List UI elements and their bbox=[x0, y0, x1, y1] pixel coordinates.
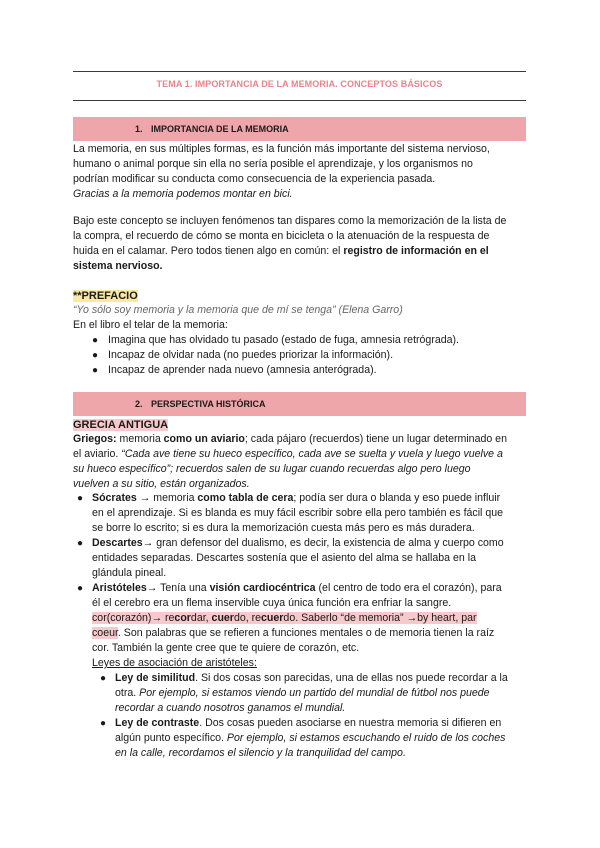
italic-span: “Cada ave tiene su hueco específico, cada ave se suelta y vuela y luego vuelve a bbox=[121, 448, 503, 460]
bullet-icon: ● bbox=[92, 350, 99, 361]
text-line bbox=[92, 581, 528, 596]
grecia-antigua-heading bbox=[73, 418, 168, 432]
text-line: cor. También la gente cree que te quiere de corazón, etc. bbox=[92, 642, 360, 654]
text-line bbox=[92, 626, 528, 641]
arrow-span: → bbox=[136, 492, 154, 504]
ley-contraste-item bbox=[115, 716, 528, 761]
text-span: (el centro de todo era el corazón), para bbox=[315, 582, 502, 594]
bold-span: Griegos: bbox=[73, 433, 117, 445]
bold-span: Aristóteles bbox=[92, 582, 147, 594]
bold-span: Sócrates bbox=[92, 492, 137, 504]
text-span: ; podía ser dura o blanda y eso puede influir bbox=[293, 492, 501, 504]
section-1-heading: IMPORTANCIA DE LA MEMORIA bbox=[151, 124, 289, 134]
bold-span: cuer bbox=[211, 612, 234, 624]
text-line: entidades separadas. Descartes sostenía que el asiento del alma se hallaba en la bbox=[92, 552, 476, 564]
text-span: → gran defensor del dualismo, es decir, la existencia de alma y cuerpo como bbox=[142, 537, 504, 549]
bullet-icon: ● bbox=[77, 493, 84, 504]
socrates-item bbox=[92, 491, 528, 536]
top-rule bbox=[73, 71, 526, 72]
text-line-italic: recordar a cuando nosotros ganamos el mundial. bbox=[115, 702, 346, 714]
text-line: la compra, el recuerdo de cómo se monta en bicicleta o la atenuación de la respuesta de bbox=[73, 230, 490, 242]
prefacio-heading-text: **PREFACIO bbox=[73, 290, 138, 302]
text-span: do. Saberlo “de memoria” →by heart, par bbox=[283, 612, 477, 624]
text-span: dar, bbox=[190, 612, 212, 624]
text-line bbox=[73, 447, 528, 462]
italic-span: Por ejemplo, si estamos viendo un partido del mundial de fútbol nos puede bbox=[139, 687, 490, 699]
section-2-heading-bar bbox=[73, 392, 526, 416]
text-line-italic: Gracias a la memoria podemos montar en bici. bbox=[73, 188, 293, 200]
text-span: memoria bbox=[116, 433, 164, 445]
bold-span: como un aviario bbox=[163, 433, 245, 445]
text-line-italic: su hueco específico”; recuerdos salen de su lugar cuando recuerdas algo pero luego bbox=[73, 463, 471, 475]
prefacio-item-2: Incapaz de olvidar nada (no puedes priorizar la información). bbox=[108, 349, 394, 361]
text-line: glándula pineal. bbox=[92, 567, 167, 579]
section-1-paragraph-2 bbox=[73, 214, 528, 274]
text-span: cor(corazón)→ re bbox=[92, 612, 175, 624]
descartes-item bbox=[92, 536, 528, 581]
leyes-heading: Leyes de asociación de aristóteles: bbox=[92, 657, 257, 669]
text-span: algún punto específico. bbox=[115, 732, 227, 744]
text-line bbox=[115, 716, 528, 731]
section-2-number: 2. bbox=[135, 399, 143, 409]
bullet-icon: ● bbox=[77, 538, 84, 549]
bold-span: Ley de similitud bbox=[115, 672, 196, 684]
text-line: humano o animal porque sin ella no sería posible el aprendizaje, y los organismos no bbox=[73, 158, 473, 170]
bold-span: Descartes bbox=[92, 537, 143, 549]
ley-similitud-item bbox=[115, 671, 528, 716]
text-line: él el cerebro era un flema inservible cuya única función era enfriar la sangre. bbox=[92, 597, 452, 609]
section-1-number: 1. bbox=[135, 124, 143, 134]
text-line: en el aprendizaje. Si es blanda es muy fácil escribir sobre ella pero también es fácil que bbox=[92, 507, 504, 519]
bullet-icon: ● bbox=[100, 673, 107, 684]
text-span: huida en el calamar. Pero todos tienen algo en común: el bbox=[73, 245, 344, 257]
text-span: . Son palabras que se refieren a funciones mentales o de memoria tienen la raíz bbox=[117, 627, 495, 639]
section-1-heading-bar bbox=[73, 117, 526, 141]
bold-span: cuer bbox=[261, 612, 284, 624]
text-line-highlighted bbox=[92, 611, 528, 626]
document-title: TEMA 1. IMPORTANCIA DE LA MEMORIA. CONCEPTOS BÁSICOS bbox=[156, 79, 443, 89]
prefacio-item-1: Imagina que has olvidado tu pasado (estado de fuga, amnesia retrógrada). bbox=[108, 334, 460, 346]
bold-span: visión cardiocéntrica bbox=[209, 582, 316, 594]
section-1-paragraph-1 bbox=[73, 142, 528, 202]
text-span: → Tenía una bbox=[146, 582, 210, 594]
text-line bbox=[115, 731, 528, 746]
text-line bbox=[73, 244, 528, 259]
text-line: se borre lo escrito; si es dura la memorización cuesta más pero es más duradera. bbox=[92, 522, 475, 534]
prefacio-heading bbox=[73, 289, 138, 303]
text-line: Bajo este concepto se incluyen fenómenos tan dispares como la memorización de la lista de bbox=[73, 215, 507, 227]
text-line bbox=[92, 491, 528, 506]
prefacio-item-3: Incapaz de aprender nada nuevo (amnesia anterógrada). bbox=[108, 364, 377, 376]
bold-span: Ley de contraste bbox=[115, 717, 200, 729]
grecia-antigua-text: GRECIA ANTIGUA bbox=[73, 419, 169, 431]
bullet-icon: ● bbox=[100, 718, 107, 729]
griegos-paragraph bbox=[73, 432, 528, 492]
bold-span: como tabla de cera bbox=[197, 492, 294, 504]
text-span: . Si dos cosas son parecidas, una de ellas nos puede recordar a la bbox=[195, 672, 508, 684]
text-span: do, re bbox=[233, 612, 262, 624]
text-span: otra. bbox=[115, 687, 140, 699]
text-line bbox=[73, 432, 528, 447]
title-rule bbox=[73, 100, 526, 101]
section-2-heading: PERSPECTIVA HISTÓRICA bbox=[151, 399, 266, 409]
text-line bbox=[115, 686, 528, 701]
prefacio-intro: En el libro el telar de la memoria: bbox=[73, 319, 228, 331]
text-line bbox=[115, 671, 528, 686]
italic-span: Por ejemplo, si estamos escuchando el ruido de los coches bbox=[226, 732, 506, 744]
text-span: el aviario. bbox=[73, 448, 122, 460]
bold-span: cor bbox=[174, 612, 191, 624]
text-line: podrían modificar su conducta como consecuencia de la experiencia pasada. bbox=[73, 173, 436, 185]
text-line-italic: vuelven a su sitio, están organizados. bbox=[73, 478, 250, 490]
text-line bbox=[92, 536, 528, 551]
bullet-icon: ● bbox=[77, 583, 84, 594]
text-line-italic: en la calle, recordamos el silencio y la tranquilidad del campo. bbox=[115, 747, 406, 759]
text-line: La memoria, en sus múltiples formas, es la función más importante del sistema nervioso, bbox=[73, 143, 490, 155]
prefacio-quote: “Yo sólo soy memoria y la memoria que de mí se tenga” (Elena Garro) bbox=[73, 304, 403, 316]
bold-line: sistema nervioso. bbox=[73, 260, 163, 272]
text-span: ; cada pájaro (recuerdos) tiene un lugar determinado en bbox=[244, 433, 507, 445]
bold-span: registro de información en el bbox=[343, 245, 489, 257]
aristoteles-item bbox=[92, 581, 528, 671]
bullet-icon: ● bbox=[92, 365, 99, 376]
text-span: memoria bbox=[153, 492, 198, 504]
text-span: . Dos cosas pueden asociarse en nuestra memoria si difieren en bbox=[199, 717, 502, 729]
highlight-span: coeur bbox=[92, 627, 118, 639]
bullet-icon: ● bbox=[92, 335, 99, 346]
